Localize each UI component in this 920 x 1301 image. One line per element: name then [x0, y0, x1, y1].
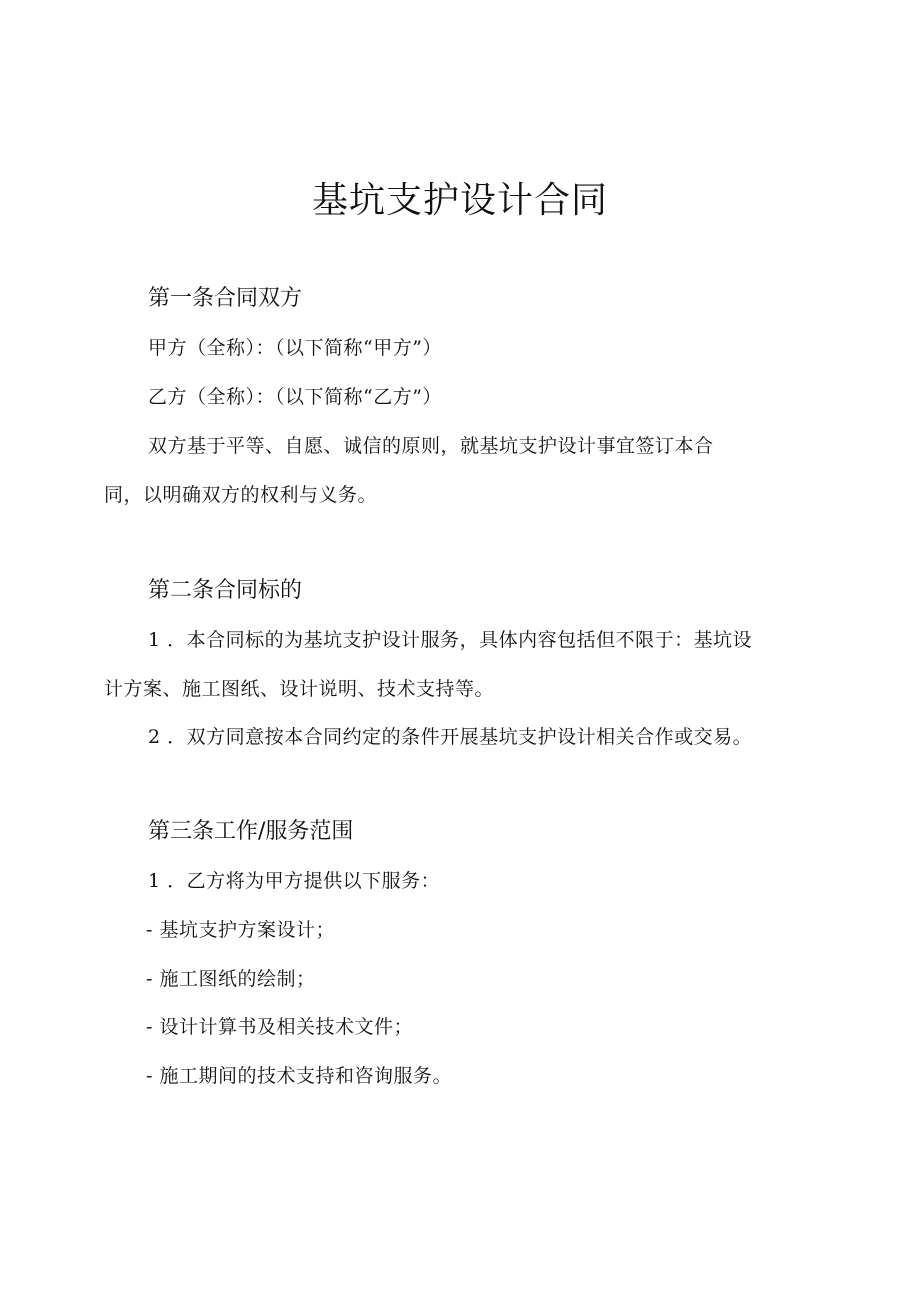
section-3-heading: 第三条工作/服务范围 — [148, 819, 354, 844]
section-2-heading: 第二条合同标的 — [148, 578, 303, 603]
scope-bullet-1: - 基坑支护方案设计； — [146, 919, 335, 941]
scope-bullet-3: - 设计计算书及相关技术文件； — [146, 1016, 413, 1038]
document-title: 基坑支护设计合同 — [311, 180, 608, 221]
scope-bullet-4: - 施工期间的技术支持和咨询服务。 — [146, 1065, 452, 1087]
scope-item-1: 1 ．乙方将为甲方提供以下服务： — [148, 870, 441, 892]
scope-bullet-2: - 施工图纸的绘制； — [146, 968, 316, 990]
principle-line-2: 同，以明确双方的权利与义务。 — [104, 484, 378, 506]
subject-item-1-line-1: 1 ．本合同标的为基坑支护设计服务，具体内容包括但不限于：基坑设 — [148, 629, 753, 651]
subject-item-1-line-2: 计方案、施工图纸、设计说明、技术支持等。 — [104, 678, 495, 700]
party-b-line: 乙方（全称）：（以下简称“乙方”） — [148, 386, 442, 408]
section-1-heading: 第一条合同双方 — [148, 286, 303, 311]
principle-line-1: 双方基于平等、自愿、诚信的原则，就基坑支护设计事宜签订本合 — [148, 435, 714, 457]
subject-item-2: 2 ．双方同意按本合同约定的条件开展基坑支护设计相关合作或交易。 — [148, 726, 753, 748]
party-a-line: 甲方（全称）：（以下简称“甲方”） — [148, 337, 442, 359]
